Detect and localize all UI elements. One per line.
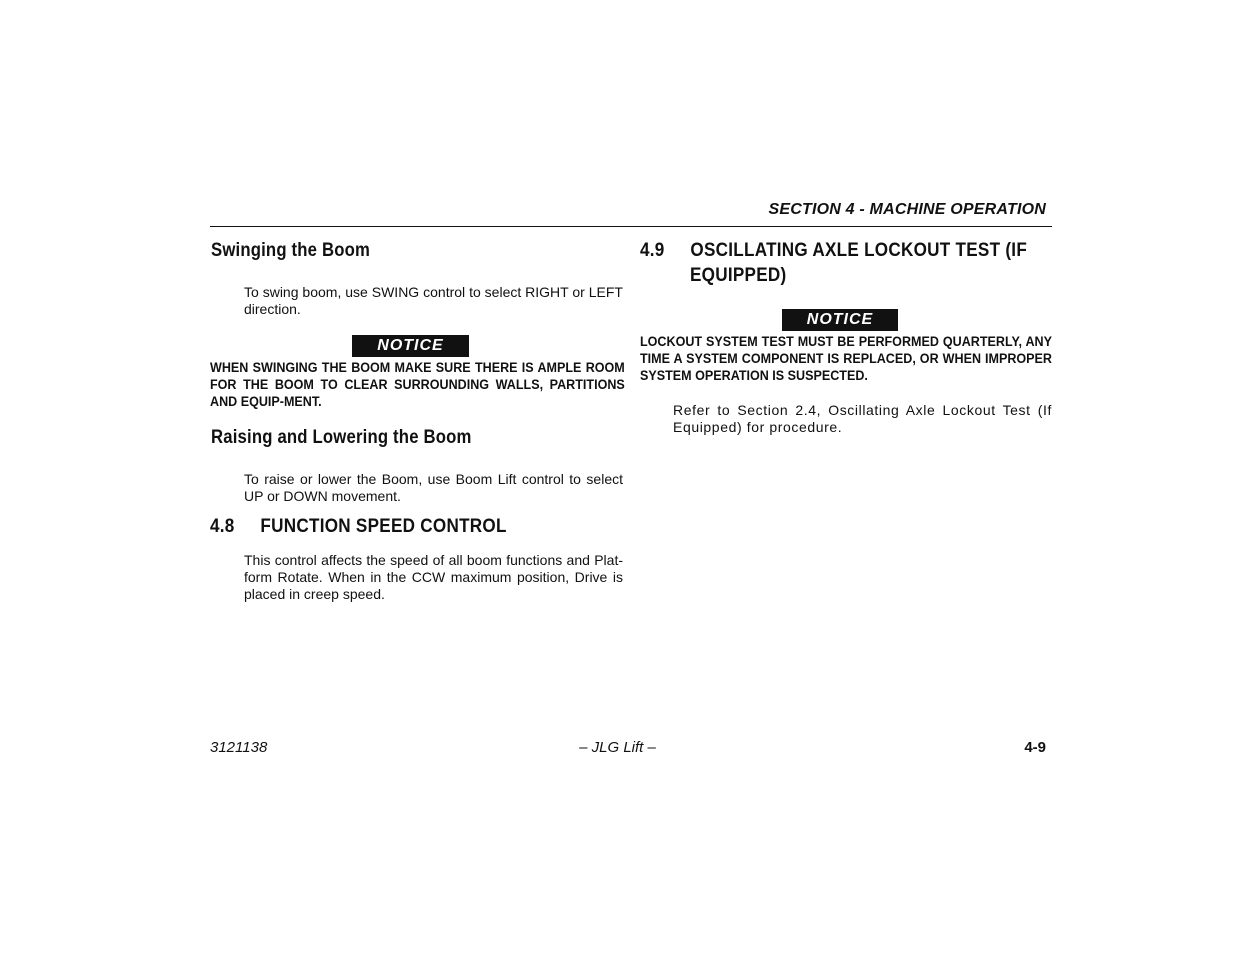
heading-oscillating-axle-line2: EQUIPPED) [690,265,787,286]
raise-body-text: To raise or lower the Boom, use Boom Lift control to select UP or DOWN movement. [244,471,623,504]
footer-doc-number: 3121138 [210,739,268,756]
section-header: SECTION 4 - MACHINE OPERATION [768,201,1046,218]
heading-swinging-the-boom: Swinging the Boom [211,240,371,261]
section-number: 4.8 [210,516,235,537]
swing-body-text: To swing boom, use SWING control to select RIGHT or LEFT direction. [244,284,623,317]
notice-badge: NOTICE [352,335,469,357]
footer-publisher: – JLG Lift – [579,739,656,756]
heading-function-speed-control [210,516,507,538]
axle-notice-text: LOCKOUT SYSTEM TEST MUST BE PERFORMED QUARTERLY, ANY TIME A SYSTEM COMPONENT IS REPLACED, OR WHEN IMPROPER SYSTEM OPERATION IS SUSPECTED. [640,334,1052,383]
speed-body-text: This control affects the speed of all boom functions and Plat-form Rotate. When in the CCW maximum position, Drive is placed in creep speed. [244,552,623,602]
section-title: OSCILLATING AXLE LOCKOUT TEST (IF [690,240,1028,261]
heading-oscillating-axle-line1 [640,240,1027,262]
section-title: FUNCTION SPEED CONTROL [260,516,507,537]
section-number: 4.9 [640,240,665,261]
heading-raising-lowering-boom: Raising and Lowering the Boom [211,427,472,448]
header-rule [210,226,1052,227]
swing-notice-text: WHEN SWINGING THE BOOM MAKE SURE THERE IS AMPLE ROOM FOR THE BOOM TO CLEAR SURROUNDING WALLS, PARTITIONS AND EQUIP-MENT. [210,360,625,409]
notice-badge: NOTICE [782,309,898,331]
footer-page-number: 4-9 [1024,739,1046,756]
axle-body-text: Refer to Section 2.4, Oscillating Axle Lockout Test (If Equipped) for procedure. [673,402,1052,435]
